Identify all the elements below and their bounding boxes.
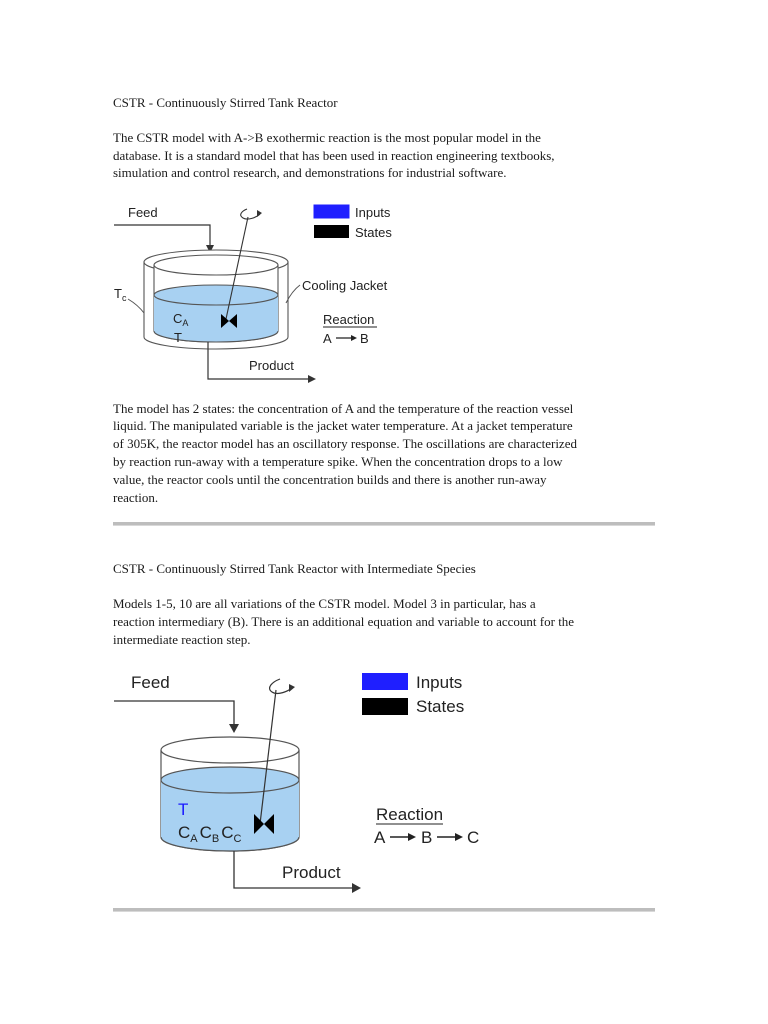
cstr-diagram-2	[110, 664, 490, 900]
vessel-rim	[161, 737, 299, 763]
reaction-arrowhead	[351, 335, 357, 341]
product-label: Product	[249, 358, 294, 373]
reaction-title: Reaction	[376, 805, 444, 824]
feed-label: Feed	[128, 205, 158, 220]
section1-intro-line: database. It is a standard model that has been used in reaction engineering textbooks,	[113, 148, 555, 163]
reaction-species-c: C	[467, 828, 480, 847]
section2-intro-line: Models 1-5, 10 are all variations of the CSTR model. Model 3 in particular, has a	[113, 596, 536, 611]
tc-pointer	[128, 299, 144, 313]
product-arrowhead	[352, 883, 361, 893]
liquid-surface	[154, 285, 278, 305]
legend-states-label: States	[355, 225, 392, 240]
section2-intro-line: intermediate reaction step.	[113, 632, 251, 647]
cooling-jacket-label: Cooling Jacket	[302, 278, 388, 293]
reaction-species-a: A	[323, 331, 332, 346]
section2-intro-line: reaction intermediary (B). There is an additional equation and variable to account for the	[113, 614, 575, 629]
section1-intro-line: simulation and control research, and demonstrations for industrial software.	[113, 165, 507, 180]
section1-body-line: value, the reactor cools until the concentration builds and there is another run-away	[113, 472, 547, 487]
tc-label: $T_c$	[114, 286, 127, 303]
reaction-arrowhead	[408, 833, 416, 841]
reaction-species-b: B	[421, 828, 433, 847]
rotation-arrowhead	[289, 684, 295, 692]
section1-intro-line: The CSTR model with A->B exothermic reaction is the most popular model in the	[113, 130, 541, 145]
section2-title: CSTR - Continuously Stirred Tank Reactor with Intermediate Species	[113, 561, 476, 576]
t-label: T	[174, 330, 182, 345]
legend-inputs-label: Inputs	[416, 673, 463, 692]
product-label: Product	[282, 863, 341, 882]
legend-states-swatch	[362, 698, 408, 715]
ca-label: $C_A$	[173, 311, 189, 328]
feed-label: Feed	[131, 673, 170, 692]
section1-body-line: by reaction run-away with a temperature spike. When the concentration drops to a low	[113, 454, 563, 469]
feed-line	[114, 225, 210, 250]
legend-inputs-swatch	[314, 205, 349, 218]
reaction-species-b: B	[360, 331, 369, 346]
legend-states-swatch	[314, 225, 349, 238]
t-label: T	[178, 800, 189, 819]
section1-body-line: The model has 2 states: the concentration of A and the temperature of the reaction vessel	[113, 401, 574, 416]
section1-body-line: liquid. The manipulated variable is the jacket water temperature. At a jacket temperature	[113, 418, 573, 433]
rotation-arrowhead	[257, 210, 262, 217]
legend-inputs-label: Inputs	[355, 205, 391, 220]
section1-body-line: reaction.	[113, 490, 159, 505]
product-arrowhead	[308, 375, 316, 383]
rotation-arrow-icon	[270, 679, 292, 693]
legend-states-label: States	[416, 697, 465, 716]
section-divider	[113, 908, 655, 912]
reaction-arrowhead	[455, 833, 463, 841]
section1-title: CSTR - Continuously Stirred Tank Reactor	[113, 95, 338, 110]
reaction-title: Reaction	[323, 312, 375, 327]
feed-line	[114, 701, 234, 728]
concentrations-label: $C_A$ $C_B$ $C_C$	[178, 823, 242, 845]
feed-arrowhead	[229, 724, 239, 733]
legend-inputs-swatch	[362, 673, 408, 690]
cstr-diagram-1	[110, 195, 410, 390]
section1-body-line: of 305K, the reactor model has an oscillatory response. The oscillations are characterized	[113, 436, 577, 451]
reaction-species-a: A	[374, 828, 386, 847]
liquid-surface	[161, 767, 299, 793]
section-divider	[113, 522, 655, 526]
